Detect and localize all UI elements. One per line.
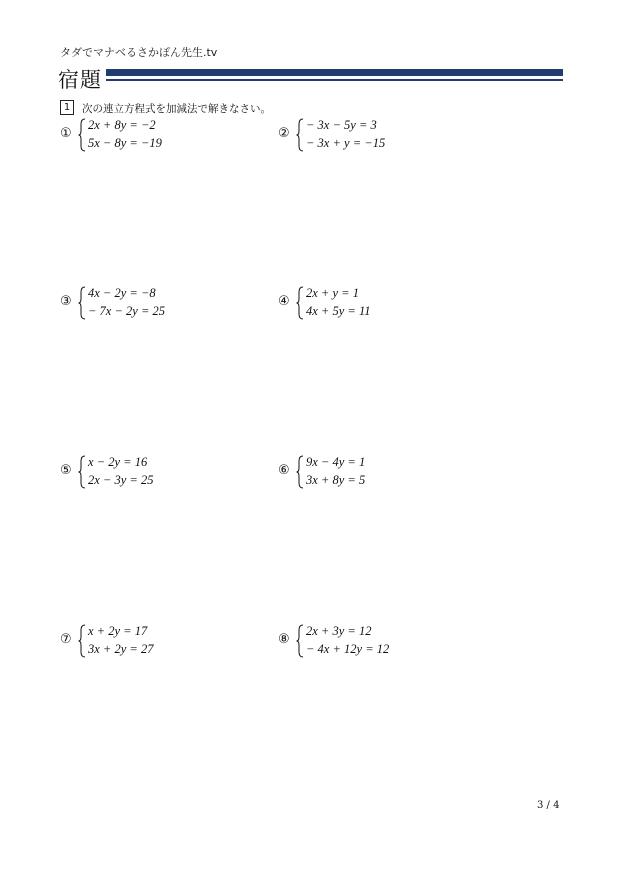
left-brace-icon bbox=[78, 624, 86, 658]
problem-label: ⑥ bbox=[278, 463, 290, 478]
left-brace-icon bbox=[78, 118, 86, 152]
problem-label: ⑤ bbox=[60, 463, 72, 478]
question-number-box: 1 bbox=[60, 100, 74, 115]
equation-1: 4x − 2y = −8 bbox=[88, 286, 156, 300]
page-title: 宿題 bbox=[58, 68, 102, 92]
title-bar-thin bbox=[106, 79, 563, 81]
equation-1: 2x + y = 1 bbox=[306, 286, 359, 300]
question-instruction: 次の連立方程式を加減法で解きなさい。 bbox=[82, 103, 271, 115]
problem-label: ① bbox=[60, 126, 72, 141]
left-brace-icon bbox=[78, 455, 86, 489]
equation-2: 5x − 8y = −19 bbox=[88, 136, 162, 150]
problem-label: ⑦ bbox=[60, 632, 72, 647]
problem-label: ⑧ bbox=[278, 632, 290, 647]
page-number: 3 / 4 bbox=[537, 800, 560, 811]
equation-1: 9x − 4y = 1 bbox=[306, 455, 366, 469]
problem-label: ③ bbox=[60, 294, 72, 309]
left-brace-icon bbox=[296, 286, 304, 320]
equation-2: 3x + 2y = 27 bbox=[88, 642, 154, 656]
equation-2: − 4x + 12y = 12 bbox=[306, 642, 390, 656]
left-brace-icon bbox=[78, 286, 86, 320]
equation-2: 4x + 5y = 11 bbox=[306, 304, 371, 318]
equation-2: 3x + 8y = 5 bbox=[306, 473, 366, 487]
left-brace-icon bbox=[296, 455, 304, 489]
left-brace-icon bbox=[296, 624, 304, 658]
equation-1: x − 2y = 16 bbox=[88, 455, 148, 469]
left-brace-icon bbox=[296, 118, 304, 152]
problem-label: ④ bbox=[278, 294, 290, 309]
title-decoration-bar bbox=[106, 69, 563, 83]
equation-2: − 7x − 2y = 25 bbox=[88, 304, 166, 318]
equation-1: x + 2y = 17 bbox=[88, 624, 148, 638]
equation-1: 2x + 3y = 12 bbox=[306, 624, 372, 638]
problem-label: ② bbox=[278, 126, 290, 141]
equation-2: 2x − 3y = 25 bbox=[88, 473, 154, 487]
title-bar-thick bbox=[106, 69, 563, 76]
equation-1: − 3x − 5y = 3 bbox=[306, 118, 377, 132]
site-name: タダでマナベるさかぽん先生.tv bbox=[60, 46, 218, 59]
equation-2: − 3x + y = −15 bbox=[306, 136, 386, 150]
equation-1: 2x + 8y = −2 bbox=[88, 118, 156, 132]
